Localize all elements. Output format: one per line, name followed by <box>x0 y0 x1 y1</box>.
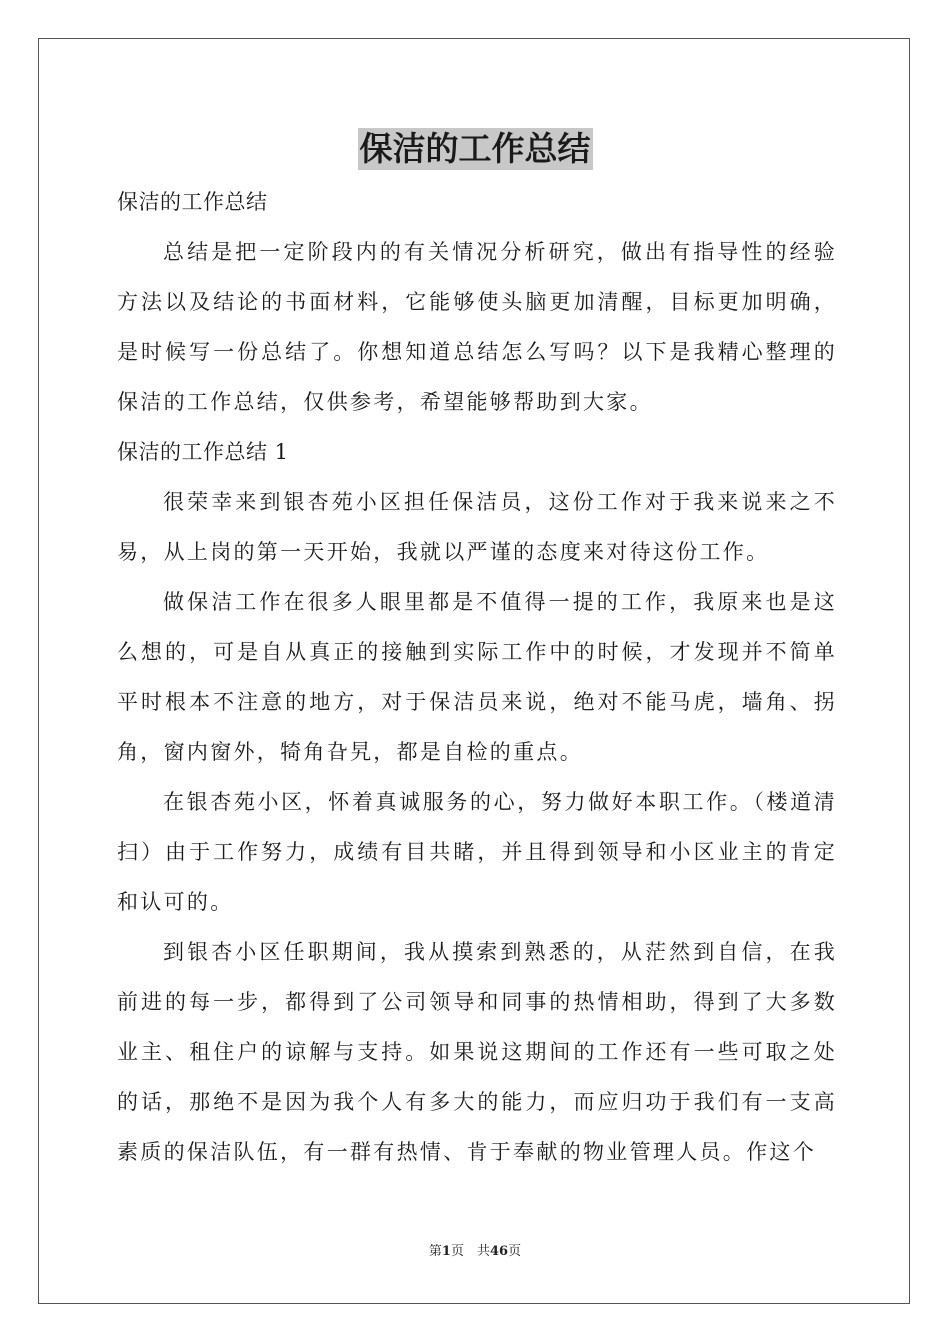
page-prefix: 第 <box>428 1244 442 1259</box>
section-heading: 保洁的工作总结 1 <box>117 440 289 464</box>
page-suffix: 页 <box>508 1244 522 1259</box>
document-title: 保洁的工作总结 <box>359 129 591 168</box>
section-paragraph-1: 很荣幸来到银杏苑小区担任保洁员，这份工作对于我来说来之不易，从上岗的第一天开始，我就以严谨的态度来对待这份工作。 <box>117 490 837 564</box>
section-paragraph-3: 在银杏苑小区，怀着真诚服务的心，努力做好本职工作。（楼道清扫）由于工作努力，成绩有目共睹，并且得到领导和小区业主的肯定和认可的。 <box>117 790 837 914</box>
document-subtitle: 保洁的工作总结 <box>117 190 268 214</box>
page-total: 46 <box>489 1244 509 1259</box>
intro-paragraph: 总结是把一定阶段内的有关情况分析研究，做出有指导性的经验方法以及结论的书面材料，它能够使头脑更加清醒，目标更加明确，是时候写一份总结了。你想知道总结怎么写吗？以下是我精心整理的保洁的工作总结，仅供参考，希望能够帮助到大家。 <box>117 240 837 414</box>
page-mid: 页 共 <box>450 1244 490 1259</box>
section-paragraph-4: 到银杏小区任职期间，我从摸索到熟悉的，从茫然到自信，在我前进的每一步，都得到了公司领导和同事的热情相助，得到了大多数业主、租住户的谅解与支持。如果说这期间的工作还有一些可取之处的话，那绝不是因为我个人有多大的能力，而应归功于我们有一支高素质的保洁队伍，有一群有热情、肯于奉献的物业管理人员。作这个 <box>117 940 837 1164</box>
title-container <box>0 128 950 170</box>
document-body <box>117 177 837 1177</box>
page-footer <box>0 1243 950 1261</box>
page-current: 1 <box>441 1244 451 1259</box>
section-paragraph-2: 做保洁工作在很多人眼里都是不值得一提的工作，我原来也是这么想的，可是自从真正的接触到实际工作中的时候，才发现并不简单平时根本不注意的地方，对于保洁员来说，绝对不能马虎，墙角、拐角，窗内窗外，犄角旮旯，都是自检的重点。 <box>117 590 837 764</box>
